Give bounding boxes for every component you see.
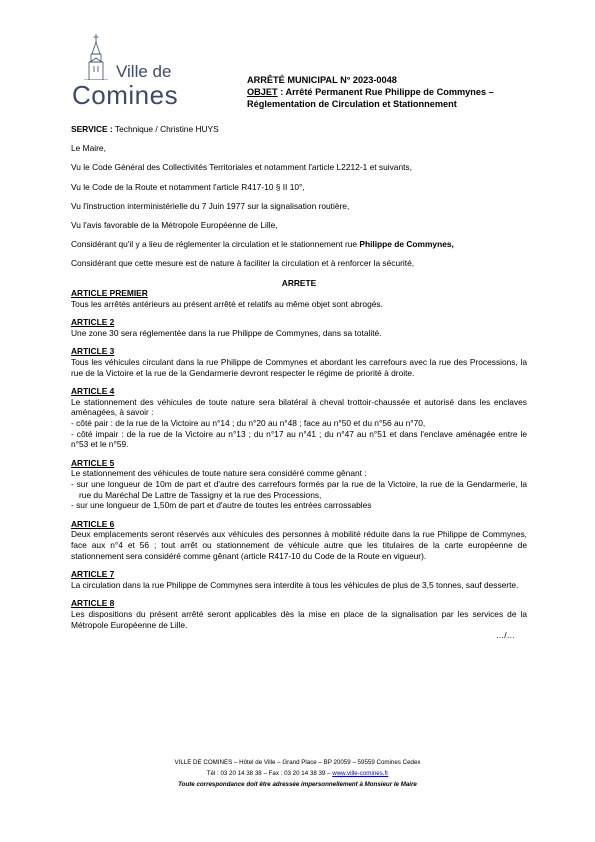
- article-4-pair: - côté pair : de la rue de la Victoire au n°14 ; du n°20 au n°48 ; face au n°50 et du n°56 au n°70,: [71, 418, 426, 429]
- continued-marker: …/…: [495, 630, 515, 641]
- vu-avis-mel: Vu l'avis favorable de la Métropole Européenne de Lille,: [71, 219, 278, 230]
- article-1-title: ARTICLE PREMIER: [71, 288, 148, 299]
- document-body: [71, 124, 527, 641]
- footer-correspondence-note: Toute correspondance doit être adressée impersonnellement à Monsieur le Maire: [178, 781, 417, 788]
- article-3-text: Tous les véhicules circulant dans la rue Philippe de Commynes et abordant les carrefours avec la rue des Processions, la rue de la Victoire et la rue de la Gendarmerie devront respecter le régime de priorité à droite.: [71, 357, 527, 378]
- objet-label: OBJET: [247, 87, 278, 97]
- footer-website-link[interactable]: www.ville-comines.fr: [332, 770, 389, 777]
- article-4-title: ARTICLE 4: [71, 386, 115, 397]
- maire-line: Le Maire,: [71, 143, 106, 154]
- document-objet: [247, 86, 537, 110]
- considerant-1: [71, 239, 527, 250]
- article-4-impair: - côté impair : de la rue de la Victoire au n°13 ; du n°17 au n°41 ; du n°47 au n°51 et dans l'enclave aménagée entre le n°53 et le n°59.: [71, 428, 527, 450]
- article-7-text: La circulation dans la rue Philippe de Commynes sera interdite à tous les véhicules de plus de 3,5 tonnes, sauf desserte.: [71, 579, 519, 590]
- article-1-text: Tous les arrêtés antérieurs au présent arrêté et relatifs au même objet sont abrogés.: [71, 298, 383, 309]
- article-5-bullet-1: - sur une longueur de 10m de part et d'autre des carrefours formés par la rue de la Victoire, la rue de la Gendarmerie, la rue du Maréchal De Lattre de Tassigny et la rue des Processions,: [71, 479, 527, 500]
- vu-cgct: Vu le Code Général des Collectivités Territoriales et notamment l'article L2212-1 et suivants,: [71, 162, 412, 173]
- article-7-title: ARTICLE 7: [71, 569, 115, 580]
- considerant-1-street: Philippe de Commynes,: [359, 239, 454, 250]
- article-8-title: ARTICLE 8: [71, 598, 115, 609]
- footer-address: VILLE DE COMINES – Hôtel de Ville – Grand Place – BP 20059 – 59559 Comines Cedex: [174, 759, 421, 766]
- article-6-text: Deux emplacements seront réservés aux véhicules des personnes à mobilité réduite dans la rue Philippe de Commynes, face aux n°4 et 56 ; tout arrêt ou stationnement de véhicule autre que les titulaires de la carte européenne de stationnement sera considéré comme gênant (article R417-10 du Code de la Route en vigueur).: [71, 529, 527, 561]
- article-5-title: ARTICLE 5: [71, 457, 115, 468]
- logo-text-ville-de: Ville de: [116, 62, 172, 81]
- service-label: SERVICE :: [71, 124, 113, 134]
- article-2-text: Une zone 30 sera réglementée dans la rue Philippe de Commynes, dans sa totalité.: [71, 327, 382, 338]
- footer-phone-fax: Tél : 03 20 14 38 38 – Fax : 03 20 14 38 39 –: [206, 770, 333, 777]
- document-title: ARRÊTÉ MUNICIPAL N° 2023-0048: [247, 75, 397, 85]
- considerant-2: Considérant que cette mesure est de nature à faciliter la circulation et à renforcer la sécurité,: [71, 258, 415, 269]
- service-line: [71, 124, 527, 135]
- article-8-text: Les dispositions du présent arrêté seront applicables dès la mise en place de la signalisation par les services de la Métropole Européenne de Lille.: [71, 608, 527, 630]
- objet-text: : Arrêté Permanent Rue Philippe de Commynes – Réglementation de Circulation et Stationnement: [247, 87, 494, 109]
- document-header: [247, 74, 537, 110]
- article-5-bullet-2: - sur une longueur de 1,50m de part et d'autre de toutes les entrées carrossables: [71, 500, 372, 511]
- considerant-1-text: Considérant qu'il y a lieu de réglementer la circulation et le stationnement rue: [71, 239, 360, 250]
- vu-code-route: Vu le Code de la Route et notamment l'article R417-10 § II 10°,: [71, 181, 305, 192]
- vu-instruction: Vu l'instruction interministérielle du 7 Juin 1977 sur la signalisation routière,: [71, 200, 350, 211]
- article-5-text: Le stationnement des véhicules de toute nature sera considéré comme gênant :: [71, 468, 367, 479]
- footer-contact: [0, 768, 595, 779]
- article-6-title: ARTICLE 6: [71, 518, 115, 529]
- article-4-text: Le stationnement des véhicules de toute nature sera bilatéral à cheval trottoir-chaussée et autorisé dans les enclaves aménagées, à savoir :: [71, 396, 527, 418]
- arrete-heading: ARRETE: [281, 277, 317, 288]
- article-3-title: ARTICLE 3: [71, 346, 115, 357]
- page-footer: [0, 757, 595, 790]
- city-logo: [72, 34, 192, 114]
- service-name: Technique / Christine HUYS: [112, 124, 219, 134]
- logo-text-comines: Comines: [72, 80, 179, 110]
- article-2-title: ARTICLE 2: [71, 317, 115, 328]
